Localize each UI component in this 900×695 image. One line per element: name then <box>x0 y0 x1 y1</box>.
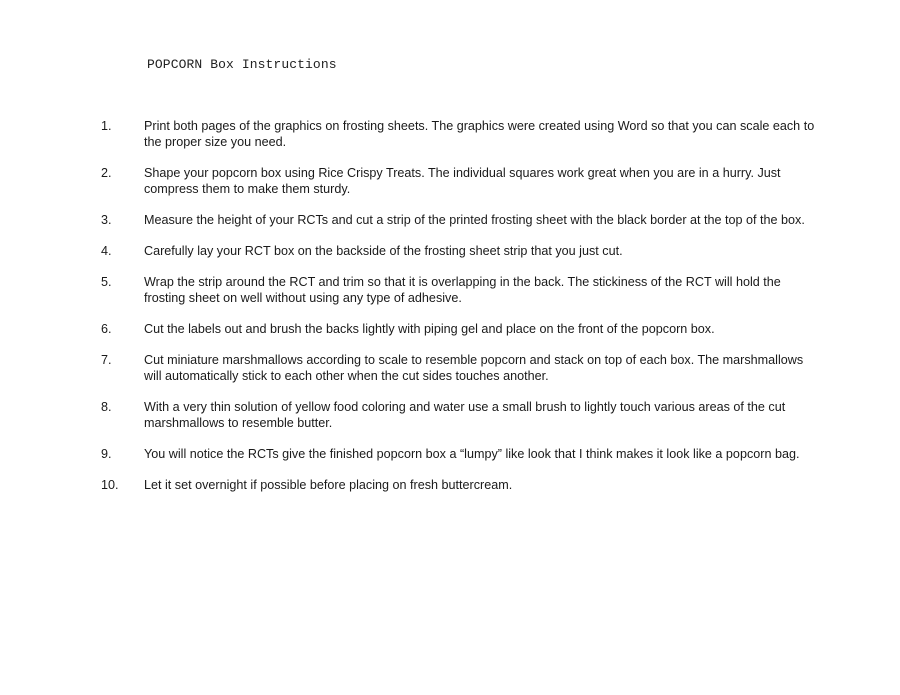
step-number: 1. <box>101 119 112 133</box>
instruction-list <box>100 118 830 508</box>
instruction-step <box>100 118 830 150</box>
step-text: Shape your popcorn box using Rice Crispy Treats. The individual squares work great when you are in a hurry. Just compress them to make them sturdy. <box>144 166 781 196</box>
step-text: Cut the labels out and brush the backs lightly with piping gel and place on the front of the popcorn box. <box>144 322 715 336</box>
step-number: 10. <box>101 478 119 492</box>
instruction-step <box>100 446 830 462</box>
instruction-step <box>100 352 830 384</box>
instruction-step <box>100 212 830 228</box>
step-text: Print both pages of the graphics on frosting sheets. The graphics were created using Word so that you can scale each to the proper size you need. <box>144 119 815 149</box>
instruction-step <box>100 477 830 493</box>
instruction-step <box>100 274 830 306</box>
step-number: 4. <box>101 244 112 258</box>
instruction-step <box>100 399 830 431</box>
step-number: 2. <box>101 166 112 180</box>
step-number: 5. <box>101 275 112 289</box>
document-title: POPCORN Box Instructions <box>147 57 337 72</box>
step-text: Carefully lay your RCT box on the backside of the frosting sheet strip that you just cut. <box>144 244 623 258</box>
step-text: Let it set overnight if possible before placing on fresh buttercream. <box>144 478 513 492</box>
step-text: With a very thin solution of yellow food coloring and water use a small brush to lightly touch various areas of the cut marshmallows to resemble butter. <box>144 400 786 430</box>
step-text: Wrap the strip around the RCT and trim so that it is overlapping in the back. The stickiness of the RCT will hold the frosting sheet on well without using any type of adhesive. <box>144 275 781 305</box>
instruction-step <box>100 321 830 337</box>
step-text: Cut miniature marshmallows according to scale to resemble popcorn and stack on top of each box. The marshmallows will automatically stick to each other when the cut sides touches another. <box>144 353 804 383</box>
step-number: 3. <box>101 213 112 227</box>
step-number: 7. <box>101 353 112 367</box>
step-number: 6. <box>101 322 112 336</box>
step-text: You will notice the RCTs give the finished popcorn box a “lumpy” like look that I think makes it look like a popcorn bag. <box>144 447 800 461</box>
step-number: 9. <box>101 447 112 461</box>
instruction-step <box>100 165 830 197</box>
instruction-step <box>100 243 830 259</box>
step-text: Measure the height of your RCTs and cut a strip of the printed frosting sheet with the black border at the top of the box. <box>144 213 805 227</box>
step-number: 8. <box>101 400 112 414</box>
